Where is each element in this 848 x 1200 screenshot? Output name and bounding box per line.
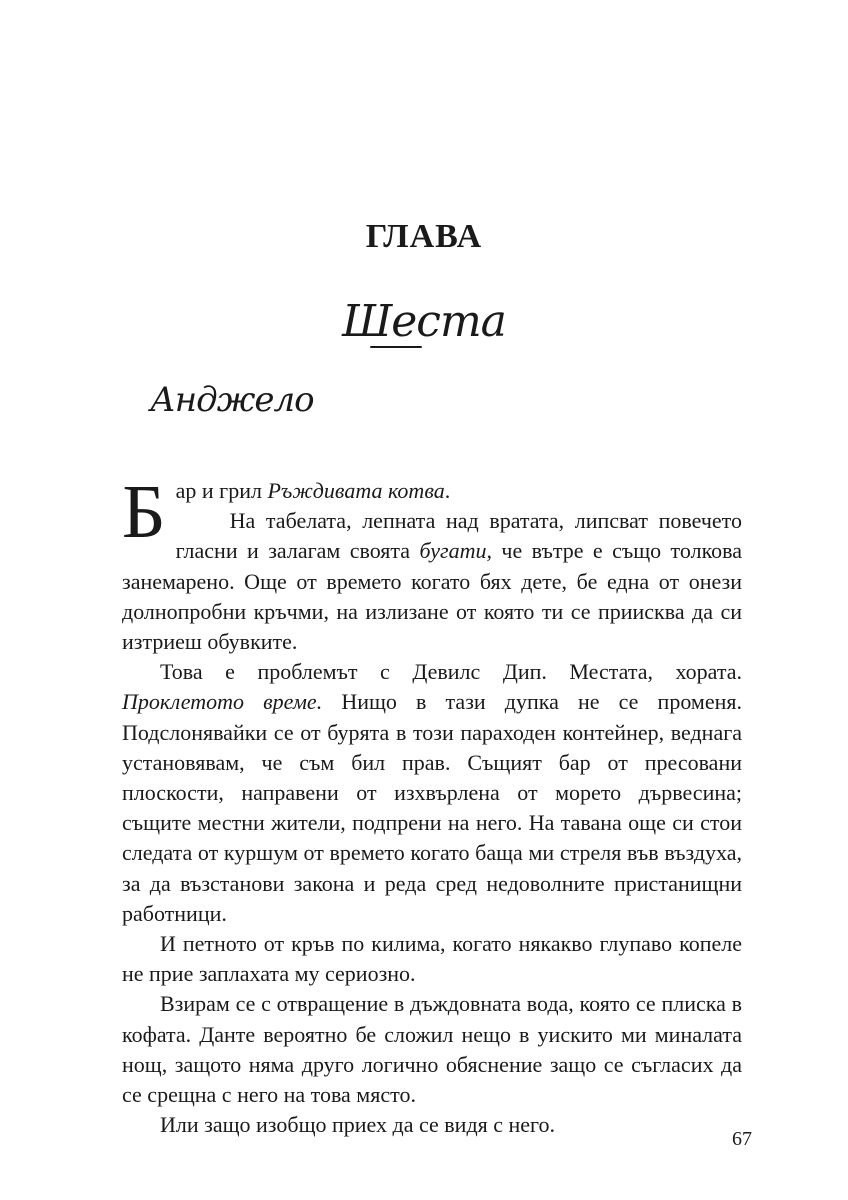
- paragraph-3: И петното от кръв по килима, когато някакво глупаво копеле не прие заплахата му сериозно.: [122, 931, 742, 987]
- chapter-heading: ГЛАВА: [365, 218, 483, 255]
- paragraph-1-text-a: ар и грил: [175, 478, 268, 503]
- paragraph-5: Или защо изобщо приех да се видя с него.: [160, 1112, 556, 1138]
- cursed-weather-italic: Проклетото време.: [122, 689, 323, 715]
- chapter-body: [122, 470, 743, 1140]
- drop-cap: Б: [122, 470, 166, 554]
- paragraph-1-text-c: На табелата, лепната над вратата, липсват повечето гласни и залагам своята: [175, 508, 742, 564]
- page-number: 67: [732, 1128, 752, 1150]
- paragraph-2: [122, 657, 742, 929]
- paragraph-1-text-d: че вътре е също толкова занемарено. Още от времето когато бях дете, бе една от онези долнопробни кръчми, на излизане от която ти се приисква да си изтриеш обувките.: [122, 538, 743, 655]
- bar-name-italic: Ръждивата котва: [267, 478, 445, 503]
- paragraph-2-text-a: Това е проблемът с Девилс Дип. Местата, хората.: [160, 659, 742, 685]
- chapter-number-title: Шеста: [342, 296, 506, 347]
- paragraph-2-text-b: Нищо в тази дупка не се променя. Подслонявайки се от бурята в този параходен контейнер, веднага установявам, че съм бил прав. Същият бар от пресовани плоскости, направени от изхвърлена от морето дървесина; същите местни жители, подпрени на него. На тавана още си стои следата от куршум от времето когато баща ми стреля във въздуха, за да възстанови закона и реда сред недоволните пристанищни работници.: [122, 689, 742, 926]
- bugati-italic: бугати,: [419, 538, 492, 564]
- title-flourish: [370, 346, 422, 348]
- narrator-name: Анджело: [150, 380, 314, 420]
- paragraph-4: Взирам се с отвращение в дъждовната вода, която се плиска в кофата. Данте вероятно бе сложил нещо в уискито ми миналата нощ, защото няма друго логично обяснение защо се съгласих да се срещна с него на това място.: [122, 991, 742, 1108]
- paragraph-1-text-b: .: [444, 478, 451, 503]
- paragraph-1: [122, 470, 743, 657]
